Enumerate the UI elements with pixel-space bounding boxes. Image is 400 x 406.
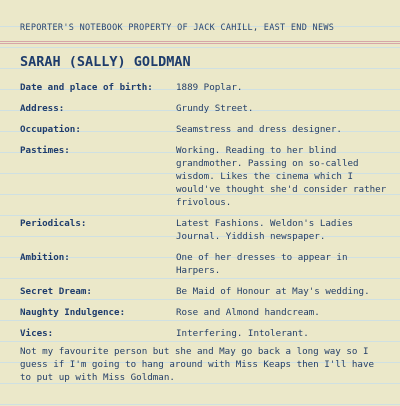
field-row-occupation (20, 123, 390, 136)
field-row-indulgence (20, 306, 390, 319)
field-label: Pastimes: (20, 145, 70, 156)
field-value: Be Maid of Honour at May's wedding. (176, 286, 370, 297)
field-value: Seamstress and dress designer. (176, 124, 342, 135)
field-row-secret-dream (20, 285, 390, 298)
field-label: Periodicals: (20, 218, 87, 229)
field-row-address (20, 102, 390, 115)
header-rule (0, 41, 400, 42)
field-label: Secret Dream: (20, 286, 92, 297)
field-value: Latest Fashions. Weldon's Ladies Journal. Yiddish newspaper. (176, 218, 354, 242)
field-value: Working. Reading to her blind grandmother. Passing on so-called wisdom. Likes the cinema which I would've thought she'd consider rather frivolous. (176, 145, 387, 208)
field-label: Naughty Indulgence: (20, 307, 126, 318)
field-value: Interfering. Intolerant. (176, 328, 309, 339)
field-row-birth (20, 81, 390, 94)
reporter-note: Not my favourite person but she and May go back a long way so I guess if I'm going to hang around with Miss Keaps then I'll have to put up with Miss Goldman. (20, 346, 375, 383)
field-row-pastimes (20, 144, 390, 209)
profile-fields (20, 81, 390, 348)
field-label: Address: (20, 103, 65, 114)
field-label: Vices: (20, 328, 54, 339)
profile-title: SARAH (SALLY) GOLDMAN (20, 54, 191, 70)
field-value: One of her dresses to appear in Harpers. (176, 252, 348, 276)
field-label: Ambition: (20, 252, 70, 263)
field-value: Rose and Almond handcream. (176, 307, 320, 318)
field-label: Occupation: (20, 124, 81, 135)
field-value: Grundy Street. (176, 103, 254, 114)
header-rule-second (0, 43, 400, 44)
field-value: 1889 Poplar. (176, 82, 243, 93)
field-row-ambition (20, 251, 390, 277)
field-row-vices (20, 327, 390, 340)
field-row-periodicals (20, 217, 390, 243)
field-label: Date and place of birth: (20, 82, 153, 93)
notebook-header: REPORTER'S NOTEBOOK PROPERTY OF JACK CAHILL, EAST END NEWS (20, 23, 335, 33)
